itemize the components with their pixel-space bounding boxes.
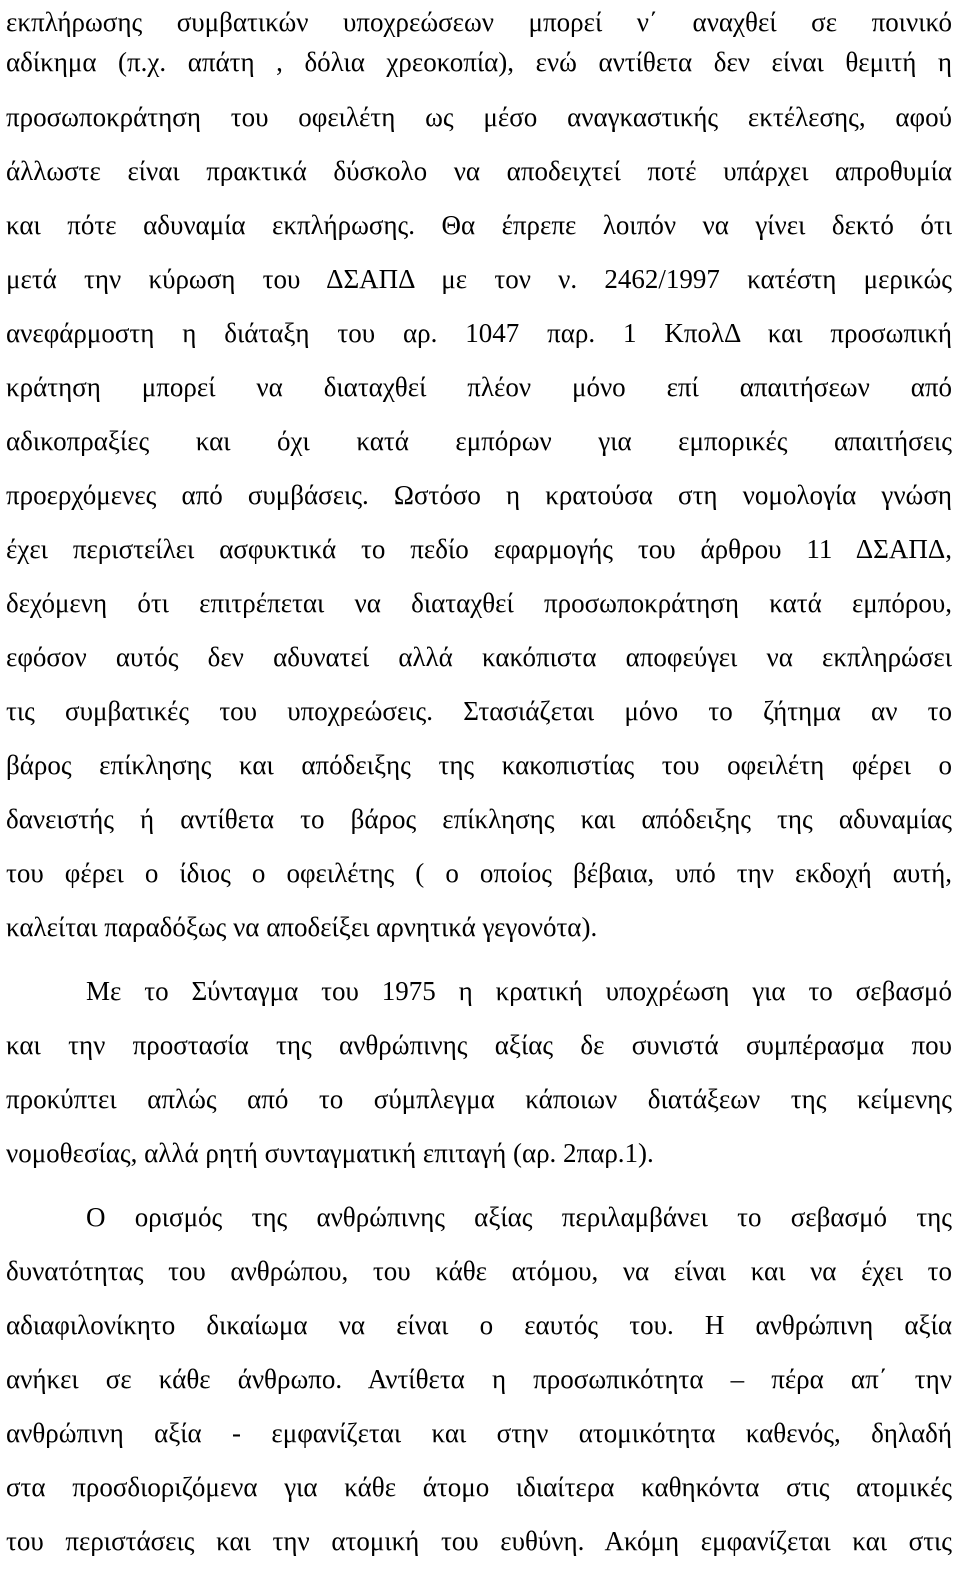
text-line: του φέρει ο ίδιος ο οφειλέτης ( ο οποίος βέβαια, υπό την εκδοχή αυτή,: [6, 858, 952, 888]
text-line: καλείται παραδόξως να αποδείξει αρνητικά γεγονότα).: [6, 912, 598, 942]
text-line: ανθρώπινη αξία - εμφανίζεται και στην ατομικότητα καθενός, δηλαδή: [6, 1418, 952, 1448]
text-line: εκπλήρωσης συμβατικών υποχρεώσεων μπορεί ν΄ αναχθεί σε ποινικό: [6, 7, 952, 37]
text-line: του περιστάσεις και την ατομική του ευθύνη. Ακόμη εμφανίζεται και στις: [6, 1526, 952, 1556]
text-line: κράτηση μπορεί να διαταχθεί πλέον μόνο επί απαιτήσεων από: [6, 372, 952, 402]
text-line: δεχόμενη ότι επιτρέπεται να διαταχθεί προσωποκράτηση κατά εμπόρου,: [6, 588, 952, 618]
text-line: προερχόμενες από συμβάσεις. Ωστόσο η κρατούσα στη νομολογία γνώση: [6, 480, 952, 510]
text-line: νομοθεσίας, αλλά ρητή συνταγματική επιταγή (αρ. 2παρ.1).: [6, 1138, 654, 1168]
text-line: αδιαφιλονίκητο δικαίωμα να είναι ο εαυτός του. Η ανθρώπινη αξία: [6, 1310, 952, 1340]
text-line: τις συμβατικές του υποχρεώσεις. Στασιάζεται μόνο το ζήτημα αν το: [6, 696, 952, 726]
text-line: εφόσον αυτός δεν αδυνατεί αλλά κακόπιστα αποφεύγει να εκπληρώσει: [6, 642, 952, 672]
text-line: Ο ορισμός της ανθρώπινης αξίας περιλαμβάνει το σεβασμό της: [86, 1202, 952, 1232]
text-line: προσωποκράτηση του οφειλέτη ως μέσο αναγκαστικής εκτέλεσης, αφού: [6, 102, 952, 132]
text-line: προκύπτει απλώς από το σύμπλεγμα κάποιων διατάξεων της κείμενης: [6, 1084, 952, 1114]
text-line: μετά την κύρωση του ΔΣΑΠΔ με τον ν. 2462/1997 κατέστη μερικώς: [6, 264, 952, 294]
text-line: και πότε αδυναμία εκπλήρωσης. Θα έπρεπε λοιπόν να γίνει δεκτό ότι: [6, 210, 952, 240]
text-line: ανήκει σε κάθε άνθρωπο. Αντίθετα η προσωπικότητα – πέρα απ΄ την: [6, 1364, 952, 1394]
text-line: έχει περιστείλει ασφυκτικά το πεδίο εφαρμογής του άρθρου 11 ΔΣΑΠΔ,: [6, 534, 952, 564]
text-line: Με το Σύνταγμα του 1975 η κρατική υποχρέωση για το σεβασμό: [86, 976, 952, 1006]
text-line: στα προσδιοριζόμενα για κάθε άτομο ιδιαίτερα καθηκόντα στις ατομικές: [6, 1472, 952, 1502]
text-line: άλλωστε είναι πρακτικά δύσκολο να αποδειχτεί ποτέ υπάρχει απροθυμία: [6, 156, 952, 186]
text-line: ανεφάρμοστη η διάταξη του αρ. 1047 παρ. 1 ΚπολΔ και προσωπική: [6, 318, 952, 348]
text-line: αδίκημα (π.χ. απάτη , δόλια χρεοκοπία), ενώ αντίθετα δεν είναι θεμιτή η: [6, 47, 952, 77]
text-line: δανειστής ή αντίθετα το βάρος επίκλησης και απόδειξης της αδυναμίας: [6, 804, 952, 834]
text-line: αδικοπραξίες και όχι κατά εμπόρων για εμπορικές απαιτήσεις: [6, 426, 952, 456]
text-line: δυνατότητας του ανθρώπου, του κάθε ατόμου, να είναι και να έχει το: [6, 1256, 952, 1286]
text-line: και την προστασία της ανθρώπινης αξίας δε συνιστά συμπέρασμα που: [6, 1030, 952, 1060]
text-line: βάρος επίκλησης και απόδειξης της κακοπιστίας του οφειλέτη φέρει ο: [6, 750, 952, 780]
